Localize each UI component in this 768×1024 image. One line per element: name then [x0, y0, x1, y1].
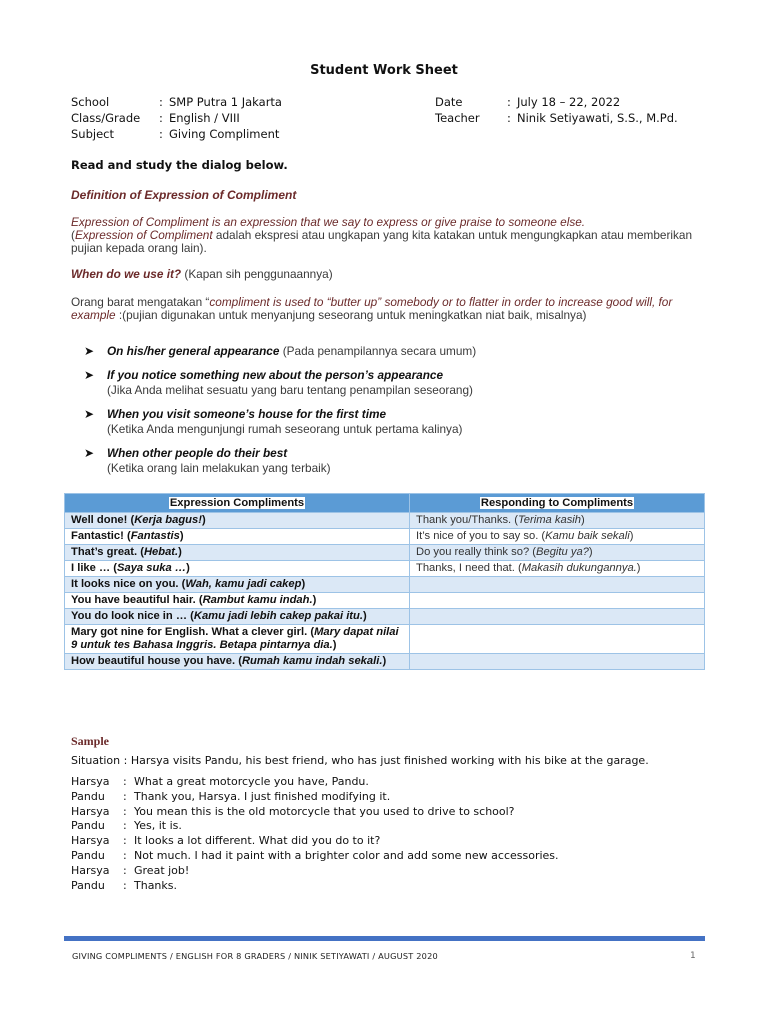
dialog-speaker: Pandu: [71, 789, 105, 803]
table-header-expressions: [65, 494, 410, 513]
cell-close: ): [382, 655, 387, 667]
dialog-speaker: Harsya: [71, 804, 110, 818]
info-row-date: [435, 94, 678, 110]
dialog-colon: :: [123, 878, 127, 892]
bullet-title: On his/her general appearance: [107, 344, 280, 358]
dialog-colon: :: [123, 848, 127, 862]
info-colon: :: [159, 127, 163, 141]
dialog-colon: :: [123, 834, 127, 848]
cell-text: Mary got nine for English. What a clever girl. (: [71, 626, 315, 638]
response-cell: [410, 593, 705, 609]
dialog-text: Thank you, Harsya. I just finished modifying it.: [134, 789, 391, 803]
cell-translation: Saya suka …: [117, 562, 187, 574]
cell-translation: Rumah kamu indah sekali.: [241, 655, 383, 667]
info-value: Ninik Setiyawati, S.S., M.Pd.: [517, 111, 678, 125]
definition-indonesian: adalah ekspresi atau ungkapan yang kita katakan untuk mengungkapkan atau memberikan pujian kepada orang lain).: [71, 228, 693, 255]
dialog-line: [71, 775, 559, 790]
cell-text: It looks nice on you. (: [71, 578, 186, 590]
list-item: [84, 344, 704, 359]
usage-question-indonesian: (Kapan sih penggunaannya): [181, 267, 333, 281]
cell-translation: Fantastis: [130, 530, 180, 542]
info-value: SMP Putra 1 Jakarta: [169, 95, 282, 109]
dialog-speaker: Harsya: [71, 834, 110, 848]
response-cell: [410, 577, 705, 593]
dialog: [71, 775, 559, 893]
info-label: Date: [435, 95, 463, 109]
info-value: English / VIII: [169, 111, 240, 125]
cell-text: How beautiful house you have. (: [71, 655, 242, 667]
expression-cell: [65, 577, 410, 593]
cell-translation: Kerja bagus!: [134, 514, 202, 526]
info-row-class: [71, 110, 282, 126]
cell-translation: Hebat.: [143, 546, 179, 558]
expression-cell: [65, 593, 410, 609]
definition-term: Expression of Compliment: [74, 228, 213, 242]
info-row-teacher: [435, 110, 678, 126]
cell-text: That’s great. (: [71, 546, 144, 558]
response-cell: [410, 625, 705, 654]
dialog-text: Great job!: [134, 863, 190, 877]
instruction: Read and study the dialog below.: [71, 158, 288, 172]
definition-paragraph: [71, 216, 701, 255]
bullet-translation: (Pada penampilannya secara umum): [279, 344, 477, 358]
arrow-bullet-icon: ➤: [84, 407, 95, 421]
response-cell: [410, 545, 705, 561]
cell-close: ): [588, 546, 593, 558]
cell-text: Do you really think so? (: [416, 546, 537, 558]
bullet-title: When other people do their best: [107, 446, 288, 460]
dialog-line: [71, 834, 559, 849]
response-cell: [410, 529, 705, 545]
cell-text: Fantastic! (: [71, 530, 131, 542]
expression-cell: [65, 625, 410, 654]
usage-bullet-list: [84, 344, 704, 485]
info-left: [71, 94, 282, 142]
expression-cell: [65, 654, 410, 670]
table-row: [65, 561, 705, 577]
definition-english: Expression of Compliment is an expression that we say to express or give praise to someone else.: [71, 215, 586, 229]
cell-translation: Rambut kamu indah.: [202, 594, 313, 606]
cell-close: ): [332, 639, 337, 651]
usage-quote: compliment is used to “butter up” somebody or to flatter in order to increase good will, for example: [71, 295, 673, 322]
info-value: July 18 – 22, 2022: [517, 95, 621, 109]
footer-divider: [64, 936, 705, 941]
usage-question: [71, 268, 701, 281]
cell-close: ): [312, 594, 317, 606]
bullet-translation: (Ketika orang lain melakukan yang terbaik): [107, 461, 331, 475]
dialog-text: What a great motorcycle you have, Pandu.: [134, 775, 369, 788]
cell-close: ): [179, 530, 184, 542]
cell-text: I like … (: [71, 562, 118, 574]
dialog-line: [71, 864, 559, 879]
table-row: [65, 609, 705, 625]
table-header-responses: [410, 494, 705, 513]
cell-text: Thanks, I need that. (: [416, 562, 522, 574]
list-item: [84, 368, 704, 398]
dialog-speaker: Harsya: [71, 775, 110, 788]
usage-question-english: When do we use it?: [71, 267, 182, 281]
expression-cell: [65, 513, 410, 529]
info-row-school: [71, 94, 282, 110]
bullet-translation: (Ketika Anda mengunjungi rumah seseorang untuk pertama kalinya): [107, 422, 463, 436]
table-row: [65, 654, 705, 670]
usage-paragraph: [71, 296, 701, 322]
usage-intro: Orang barat mengatakan “: [71, 295, 210, 309]
cell-translation: Begitu ya?: [536, 546, 589, 558]
bullet-title: If you notice something new about the person’s appearance: [107, 368, 444, 382]
header-label: Expression Compliments: [169, 497, 305, 509]
cell-close: ): [178, 546, 182, 558]
header-label: Responding to Compliments: [480, 497, 634, 509]
table-row: [65, 577, 705, 593]
arrow-bullet-icon: ➤: [84, 446, 95, 460]
dialog-speaker: Pandu: [71, 819, 105, 833]
dialog-speaker: Pandu: [71, 848, 105, 862]
paren-open: (: [71, 228, 75, 242]
page-number: 1: [690, 951, 696, 961]
cell-close: ): [636, 562, 641, 574]
sample-heading: Sample: [71, 734, 110, 748]
dialog-line: [71, 879, 559, 894]
cell-translation: Makasih dukungannya.: [521, 562, 637, 574]
info-row-subject: [71, 126, 282, 142]
cell-close: ): [301, 578, 306, 590]
cell-close: ): [581, 514, 585, 526]
dialog-text: You mean this is the old motorcycle that you used to drive to school?: [134, 804, 515, 818]
dialog-colon: :: [123, 775, 127, 788]
table-row: [65, 513, 705, 529]
table-row: [65, 529, 705, 545]
dialog-text: Thanks.: [134, 878, 178, 892]
cell-close: ): [201, 514, 206, 526]
bullet-translation: (Jika Anda melihat sesuatu yang baru tentang penampilan seseorang): [107, 383, 473, 397]
cell-translation: Mary dapat nilai 9 untuk tes Bahasa Inggris. Betapa pintarnya dia.: [71, 626, 399, 651]
dialog-colon: :: [123, 863, 127, 877]
list-item: [84, 446, 704, 476]
response-cell: [410, 654, 705, 670]
dialog-line: [71, 849, 559, 864]
list-item: [84, 407, 704, 437]
response-cell: [410, 561, 705, 577]
dialog-colon: :: [123, 789, 127, 803]
dialog-line: [71, 805, 559, 820]
cell-close: ): [362, 610, 367, 622]
expression-cell: [65, 609, 410, 625]
info-colon: :: [507, 95, 511, 109]
cell-text: Thank you/Thanks. (: [416, 514, 518, 526]
info-colon: :: [507, 111, 511, 125]
info-label: Teacher: [435, 111, 480, 125]
dialog-text: It looks a lot different. What did you do to it?: [134, 834, 381, 848]
cell-translation: Kamu baik sekali: [545, 530, 630, 542]
page-title: Student Work Sheet: [310, 63, 458, 78]
info-label: Subject: [71, 127, 114, 141]
usage-translation: :(pujian digunakan untuk menyanjung seseorang untuk meningkatkan niat baik, misalnya): [115, 308, 587, 322]
dialog-line: [71, 819, 559, 834]
arrow-bullet-icon: ➤: [84, 368, 95, 382]
expression-cell: [65, 545, 410, 561]
info-colon: :: [159, 111, 163, 125]
cell-close: ): [629, 530, 634, 542]
table-body: [65, 513, 705, 670]
cell-translation: Terima kasih: [517, 514, 581, 526]
response-cell: [410, 609, 705, 625]
cell-translation: Wah, kamu jadi cakep: [185, 578, 302, 590]
footer-text: GIVING COMPLIMENTS / ENGLISH FOR 8 GRADERS / NINIK SETIYAWATI / AUGUST 2020: [72, 951, 438, 961]
dialog-speaker: Harsya: [71, 863, 110, 877]
info-label: School: [71, 95, 110, 109]
arrow-bullet-icon: ➤: [84, 344, 95, 358]
info-colon: :: [159, 95, 163, 109]
expression-cell: [65, 529, 410, 545]
dialog-line: [71, 790, 559, 805]
table-row: [65, 593, 705, 609]
dialog-text: Yes, it is.: [134, 819, 182, 833]
cell-text: It’s nice of you to say so. (: [416, 530, 546, 542]
dialog-text: Not much. I had it paint with a brighter color and add some new accessories.: [134, 848, 559, 862]
compliment-table: [64, 493, 705, 670]
bullet-title: When you visit someone’s house for the first time: [107, 407, 387, 421]
info-right: [435, 94, 678, 126]
cell-text: You do look nice in … (: [71, 610, 194, 622]
cell-translation: Kamu jadi lebih cakep pakai itu.: [193, 610, 363, 622]
situation-text: Situation : Harsya visits Pandu, his best friend, who has just finished working with his bike at the garage.: [71, 754, 649, 767]
table-row: [65, 625, 705, 654]
cell-close: ): [186, 562, 190, 574]
definition-heading: Definition of Expression of Compliment: [71, 188, 297, 202]
dialog-colon: :: [123, 819, 127, 833]
info-value: Giving Compliment: [169, 127, 280, 141]
response-cell: [410, 513, 705, 529]
dialog-speaker: Pandu: [71, 878, 105, 892]
expression-cell: [65, 561, 410, 577]
table-row: [65, 545, 705, 561]
cell-text: Well done! (: [71, 514, 135, 526]
dialog-colon: :: [123, 804, 127, 818]
info-label: Class/Grade: [71, 111, 141, 125]
cell-text: You have beautiful hair. (: [71, 594, 203, 606]
